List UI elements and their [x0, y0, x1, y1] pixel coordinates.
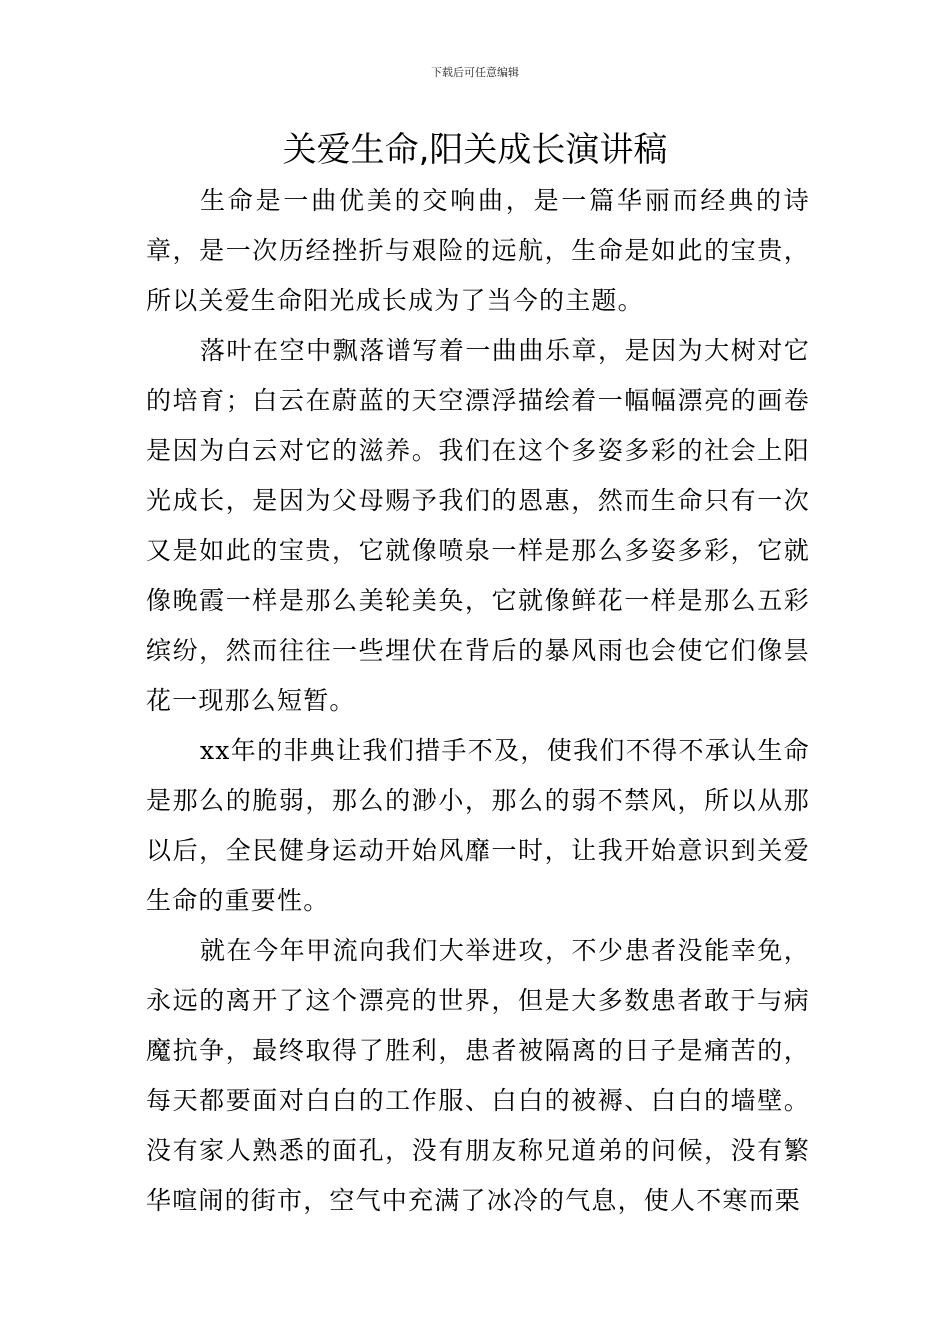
paragraph-4: 就在今年甲流向我们大举进攻，不少患者没能幸免，永远的离开了这个漂亮的世界，但是大多数患者敢于与病魔抗争，最终取得了胜利，患者被隔离的日子是痛苦的，每天都要面对白白的工作服、白白的被褥、白白的墙壁。没有家人熟悉的面孔，没有朋友称兄道弟的问候，没有繁华喧闹的街市，空气中充满了冰冷的气息，使人不寒而栗 [146, 936, 810, 1215]
paragraph-1: 生命是一曲优美的交响曲，是一篇华丽而经典的诗章，是一次历经挫折与艰险的远航，生命是如此的宝贵，所以关爱生命阳光成长成为了当今的主题。 [146, 186, 810, 315]
page-title: 关爱生命,阳关成长演讲稿 [282, 130, 668, 170]
paragraph-2: 落叶在空中飘落谱写着一曲曲乐章，是因为大树对它的培育；白云在蔚蓝的天空漂浮描绘着一幅幅漂亮的画卷是因为白云对它的滋养。我们在这个多姿多彩的社会上阳光成长，是因为父母赐予我们的恩惠，然而生命只有一次又是如此的宝贵，它就像喷泉一样是那么多姿多彩，它就像晚霞一样是那么美轮美奂，它就像鲜花一样是那么五彩缤纷，然而往往一些埋伏在背后的暴风雨也会使它们像昙花一现那么短暂。 [146, 336, 810, 715]
paragraph-3: xx年的非典让我们措手不及，使我们不得不承认生命是那么的脆弱，那么的渺小，那么的弱不禁风，所以从那以后，全民健身运动开始风靡一时，让我开始意识到关爱生命的重要性。 [146, 736, 810, 915]
document-body [146, 176, 810, 1226]
page-header-note: 下载后可任意编辑 [431, 66, 519, 79]
